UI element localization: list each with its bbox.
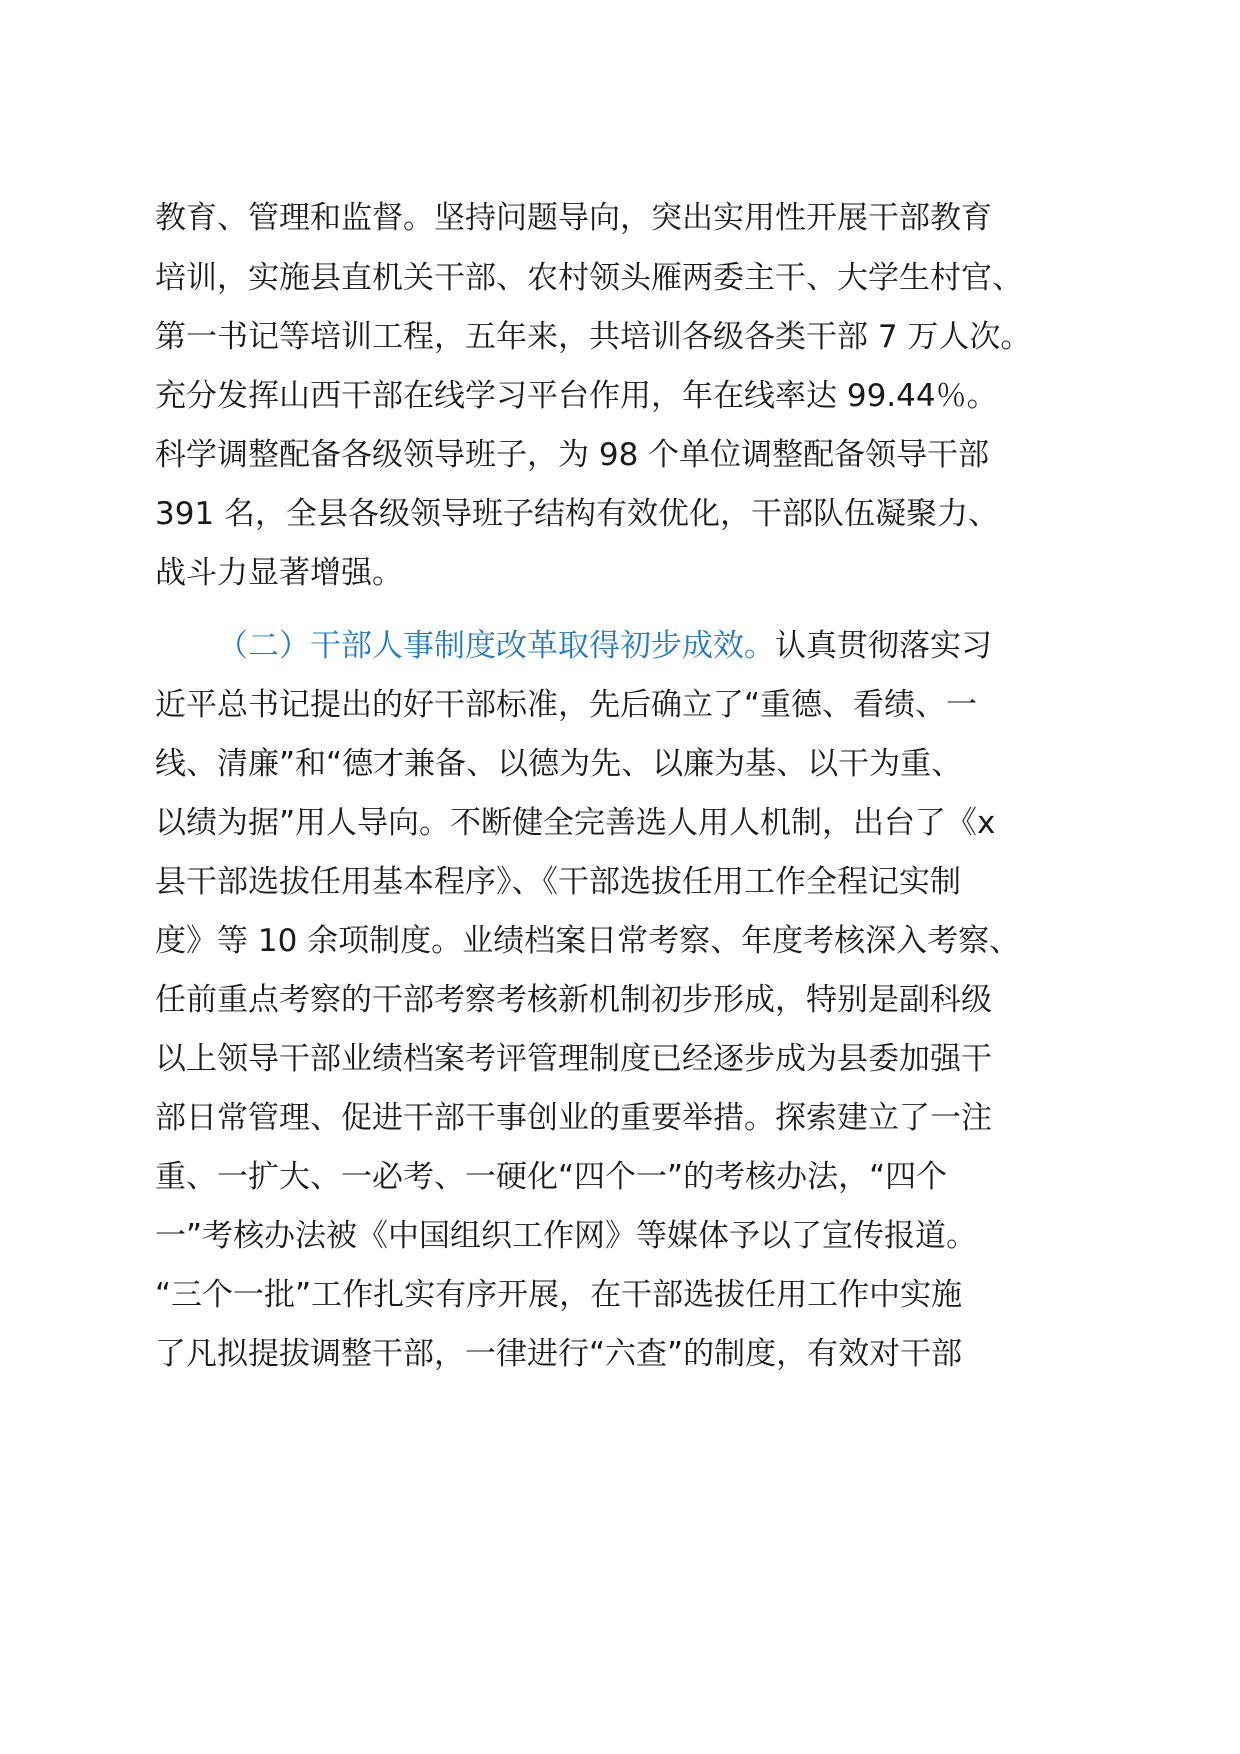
paragraph1-line: 科学调整配备各级领导班子，为 98 个单位调整配备领导干部 — [155, 437, 990, 473]
paragraph2-line: 了凡拟提拔调整干部，一律进行“六查”的制度，有效对干部 — [155, 1336, 963, 1372]
paragraph2-line: 重、一扩大、一必考、一硬化“四个一”的考核办法，“四个 — [155, 1159, 948, 1195]
paragraph2-line: 以绩为据”用人导向。不断健全完善选人用人机制，出台了《x — [155, 805, 996, 841]
paragraph2-line: “三个一批”工作扎实有序开展，在干部选拔任用工作中实施 — [155, 1277, 963, 1313]
paragraph2-line: 部日常管理、促进干部干事创业的重要举措。探索建立了一注 — [155, 1100, 992, 1136]
paragraph2-first-line-text: 认真贯彻落实习 — [775, 628, 992, 664]
paragraph2-line: 县干部选拔任用基本程序》、《干部选拔任用工作全程记实制 — [155, 864, 961, 900]
paragraph1-line: 391 名，全县各级领导班子结构有效优化，干部队伍凝聚力、 — [155, 496, 1000, 532]
paragraph2-line: 近平总书记提出的好干部标准，先后确立了“重德、看绩、一 — [155, 687, 978, 723]
paragraph1-line: 培训，实施县直机关干部、农村领头雁两委主干、大学生村官、 — [155, 260, 1023, 296]
paragraph2-first-line — [217, 621, 1107, 671]
paragraph2-line: 线、清廉”和“德才兼备、以德为先、以廉为基、以干为重、 — [155, 746, 963, 782]
paragraph1-line: 战斗力显著增强。 — [155, 555, 403, 591]
paragraph2-line: 度》等 10 余项制度。业绩档案日常考察、年度考核深入考察、 — [155, 923, 1021, 959]
paragraph1-line: 充分发挥山西干部在线学习平台作用，年在线率达 99.44％。 — [155, 378, 998, 414]
paragraph1-line: 教育、管理和监督。坚持问题导向，突出实用性开展干部教育 — [155, 200, 992, 236]
paragraph1-line: 第一书记等培训工程，五年来，共培训各级各类干部 7 万人次。 — [155, 319, 1032, 355]
paragraph2-line: 一”考核办法被《中国组织工作网》等媒体予以了宣传报道。 — [155, 1218, 978, 1254]
paragraph2-line: 以上领导干部业绩档案考评管理制度已经逐步成为县委加强干 — [155, 1041, 992, 1077]
section-heading: （二）干部人事制度改革取得初步成效。 — [217, 628, 775, 664]
paragraph2-line: 任前重点考察的干部考察考核新机制初步形成，特别是副科级 — [155, 982, 992, 1018]
